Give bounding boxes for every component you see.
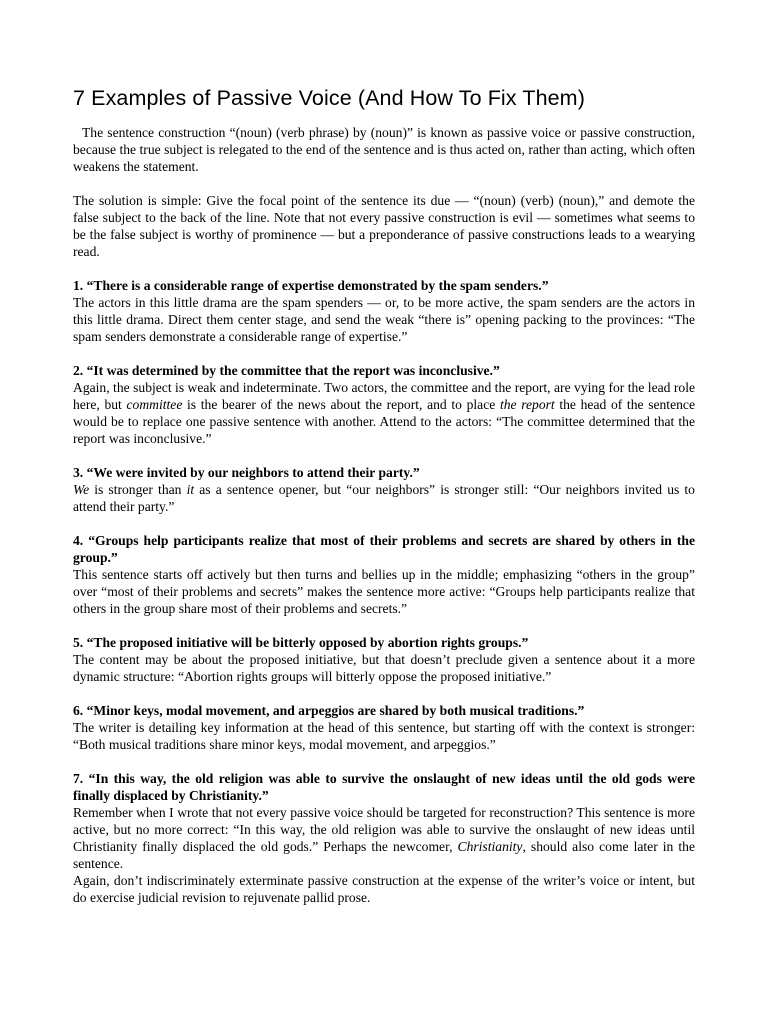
- example-block-4: [73, 532, 695, 617]
- document-page: [73, 84, 695, 906]
- example-heading: 2. “It was determined by the committee that the report was inconclusive.”: [73, 363, 500, 378]
- example-block-5: [73, 634, 695, 685]
- example-heading: 4. “Groups help participants realize that most of their problems and secrets are shared by others in the group.”: [73, 533, 695, 565]
- examples-list: [73, 277, 695, 906]
- example-body: [73, 481, 695, 515]
- example-body: [73, 651, 695, 685]
- body-text: is stronger than: [89, 482, 187, 497]
- example-block-2: [73, 362, 695, 447]
- example-heading: 6. “Minor keys, modal movement, and arpeggios are shared by both musical traditions.”: [73, 703, 585, 718]
- example-body: [73, 566, 695, 617]
- example-heading: 7. “In this way, the old religion was able to survive the onslaught of new ideas until the old gods were finally displaced by Christianity.”: [73, 771, 695, 803]
- example-block-6: [73, 702, 695, 753]
- example-heading: 1. “There is a considerable range of expertise demonstrated by the spam senders.”: [73, 278, 549, 293]
- body-text: Again, the subject is weak and indeterminate. Two actors, the committee and the report, are vying for the lead role here, but: [73, 380, 695, 412]
- example-body: [73, 379, 695, 447]
- example-block-7: [73, 770, 695, 906]
- document-title: 7 Examples of Passive Voice (And How To Fix Them): [73, 86, 585, 110]
- body-text: The writer is detailing key information at the head of this sentence, but starting off with the context is stronger: “Both musical traditions share minor keys, modal movement, and arpeggios.”: [73, 720, 695, 752]
- emphasized-text: committee: [126, 397, 183, 412]
- body-text: The content may be about the proposed initiative, but that doesn’t preclude given a sentence about it a more dynamic structure: “Abortion rights groups will bitterly oppose the proposed initiative.”: [73, 652, 695, 684]
- emphasized-text: Christianity: [457, 839, 523, 854]
- example-block-1: [73, 277, 695, 345]
- intro-paragraph: The sentence construction “(noun) (verb phrase) by (noun)” is known as passive voice or passive construction, because the true subject is relegated to the end of the sentence and is thus acted on, rather than acting, which often weakens the statement.: [73, 125, 695, 174]
- example-body: [73, 719, 695, 753]
- body-text: the head of the sentence would be to replace one passive sentence with another. Attend to the actors: “The committee determined that the report was inconclusive.”: [73, 397, 695, 446]
- solution-paragraph: The solution is simple: Give the focal point of the sentence its due — “(noun) (verb) (noun),” and demote the false subject to the back of the line. Note that not every passive construction is evil — sometimes what seems to be the false subject is worthy of prominence — but a preponderance of passive constructions leads to a wearying read.: [73, 193, 695, 259]
- example-body: [73, 294, 695, 345]
- emphasized-text: We: [73, 482, 90, 497]
- emphasized-text: it: [186, 482, 195, 497]
- body-text: Remember when I wrote that not every passive voice should be targeted for reconstruction? This sentence is more active, but no more correct: “In this way, the old religion was able to survive the onslaught of new ideas until Christianity finally displaced the old gods.” Perhaps the newcomer,: [73, 805, 695, 854]
- example-block-3: [73, 464, 695, 515]
- closing-paragraph: Again, don’t indiscriminately exterminate passive construction at the expense of the writer’s voice or intent, but do exercise judicial revision to rejuvenate pallid prose.: [73, 873, 695, 905]
- body-text: The actors in this little drama are the spam spenders — or, to be more active, the spam senders are the actors in this little drama. Direct them center stage, and send the weak “there is” opening packing to the provinces: “The spam senders demonstrate a considerable range of expertise.”: [73, 295, 695, 344]
- example-heading: 3. “We were invited by our neighbors to attend their party.”: [73, 465, 420, 480]
- body-text: , should also come later in the sentence.: [73, 839, 695, 871]
- body-text: is the bearer of the news about the report, and to place: [182, 397, 500, 412]
- body-text: as a sentence opener, but “our neighbors” is stronger still: “Our neighbors invited us to attend their party.”: [73, 482, 695, 514]
- body-text: This sentence starts off actively but then turns and bellies up in the middle; emphasizing “others in the group” over “most of their problems and secrets” makes the sentence more active: “Groups help participants realize that others in the group share most of their problems and secrets.”: [73, 567, 695, 616]
- emphasized-text: the report: [499, 397, 555, 412]
- example-heading: 5. “The proposed initiative will be bitterly opposed by abortion rights groups.”: [73, 635, 529, 650]
- example-body: [73, 804, 695, 872]
